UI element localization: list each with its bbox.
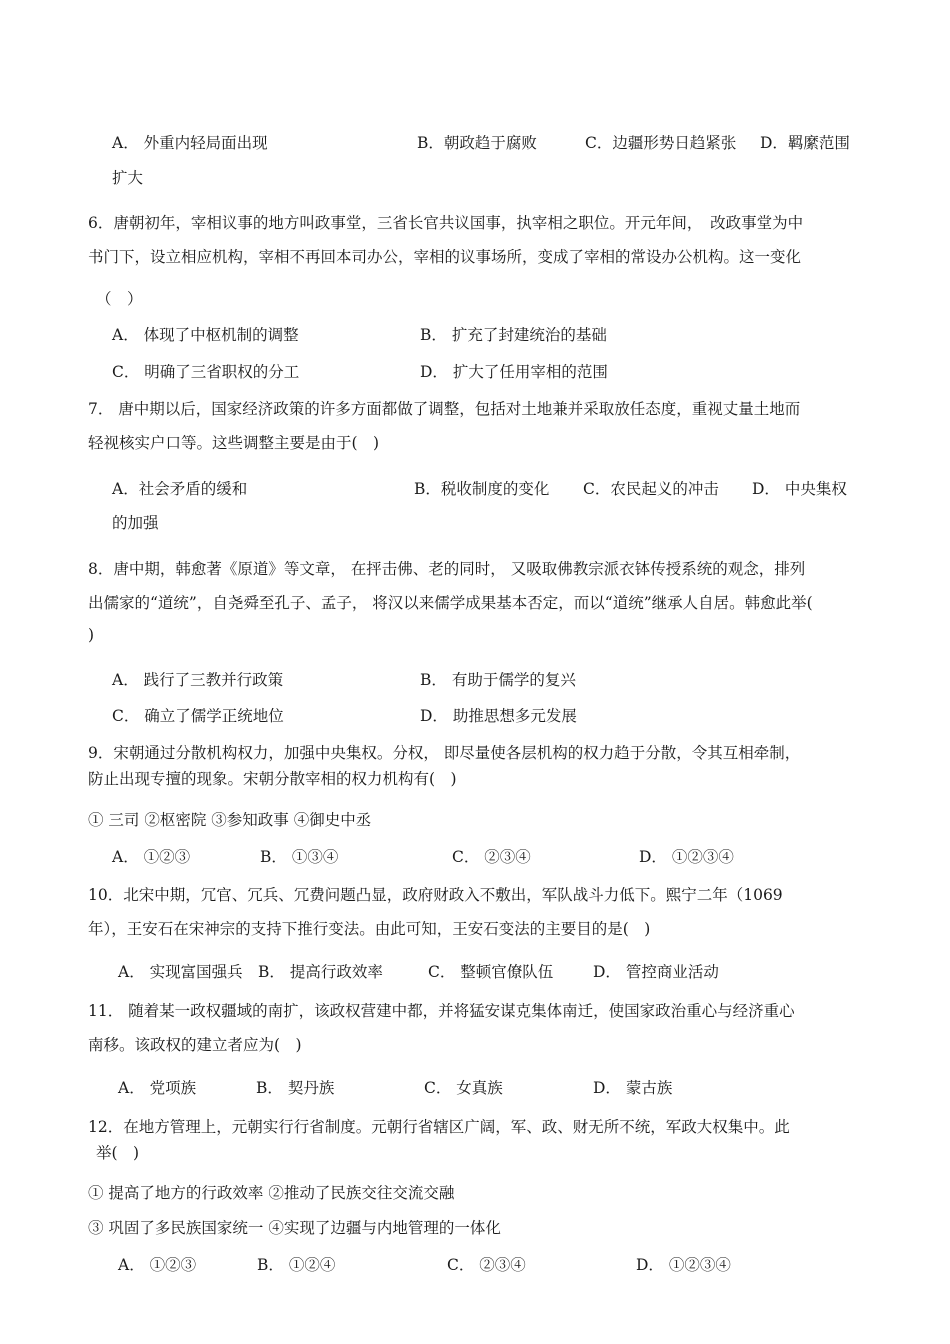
question-stem-line: 年），王安石在宋神宗的支持下推行变法。由此可知，王安石变法的主要目的是( )	[88, 920, 651, 938]
option-a: A． ①②③	[112, 848, 191, 866]
option-c: C．农民起义的冲击	[583, 480, 719, 498]
question-stem-line: 8．唐中期，韩愈著《原道》等文章， 在抨击佛、老的同时， 又吸取佛教宗派衣钵传授系统的观念，排列	[88, 560, 806, 578]
option-b: B．税收制度的变化	[414, 480, 550, 498]
option-d: D． ①②③④	[636, 1256, 731, 1274]
question-stem-line: 举( )	[96, 1144, 140, 1162]
option-d: D． 助推思想多元发展	[420, 707, 577, 725]
question-stem-line: 防止出现专擅的现象。宋朝分散宰相的权力机构有( )	[88, 770, 457, 788]
question-stem-line: 10．北宋中期，冗官、冗兵、冗费问题凸显，政府财政入不敷出，军队战斗力低下。熙宁二年（1069	[88, 886, 783, 904]
answer-bracket: )	[88, 626, 95, 644]
option-a: A． 践行了三教并行政策	[112, 671, 284, 689]
option-d: D． 中央集权	[752, 480, 847, 498]
option-d-continued: 扩大	[112, 169, 144, 187]
statement-list: ① 三司 ②枢密院 ③参知政事 ④御史中丞	[88, 811, 372, 829]
option-a: A．社会矛盾的缓和	[112, 480, 248, 498]
question-stem-line: 6．唐朝初年，宰相议事的地方叫政事堂，三省长官共议国事，执宰相之职位。开元年间， 改政事堂为中	[88, 214, 804, 232]
option-c: C． 整顿官僚队伍	[428, 963, 554, 981]
option-c: C． 明确了三省职权的分工	[112, 363, 300, 381]
option-a: A． 实现富国强兵	[118, 963, 243, 981]
option-b: B． ①②④	[257, 1256, 336, 1274]
option-b: B． 有助于儒学的复兴	[420, 671, 576, 689]
option-c: C． 女真族	[424, 1079, 503, 1097]
option-b: B． 提高行政效率	[258, 963, 383, 981]
statement-list: ③ 巩固了多民族国家统一 ④实现了边疆与内地管理的一体化	[88, 1219, 501, 1237]
question-stem-line: 11． 随着某一政权疆域的南扩，该政权营建中都，并将猛安谋克集体南迁，使国家政治重心与经济重心	[88, 1002, 795, 1020]
option-d: D． 扩大了任用宰相的范围	[420, 363, 608, 381]
option-a: A． 党项族	[118, 1079, 197, 1097]
question-stem-line: 出儒家的“道统”，自尧舜至孔子、孟子， 将汉以来儒学成果基本否定，而以“道统”继承人自居。韩愈此举(	[88, 594, 813, 612]
option-c: C． ②③④	[452, 848, 531, 866]
option-b: B． 契丹族	[256, 1079, 335, 1097]
question-stem-line: 7． 唐中期以后，国家经济政策的许多方面都做了调整，包括对土地兼并采取放任态度，重视丈量土地而	[88, 400, 801, 418]
question-stem-line: 9．宋朝通过分散机构权力，加强中央集权。分权， 即尽量使各层机构的权力趋于分散，令其互相牵制，	[88, 744, 801, 762]
option-c: C． 确立了儒学正统地位	[112, 707, 284, 725]
option-b: B． ①③④	[260, 848, 339, 866]
option-d: D． 管控商业活动	[593, 963, 719, 981]
question-stem-line: 12．在地方管理上，元朝实行行省制度。元朝行省辖区广阔，军、政、财无所不统，军政大权集中。此	[88, 1118, 790, 1136]
option-d: D．羁縻范围	[760, 134, 850, 152]
option-c: C． ②③④	[447, 1256, 526, 1274]
option-a: A． ①②③	[118, 1256, 197, 1274]
option-a: A． 体现了中枢机制的调整	[112, 326, 299, 344]
question-stem-line: 书门下，设立相应机构，宰相不再回本司办公，宰相的议事场所，变成了宰相的常设办公机构。这一变化	[88, 248, 802, 266]
option-d: D． 蒙古族	[593, 1079, 673, 1097]
option-d-continued: 的加强	[112, 514, 159, 532]
question-stem-line: 南移。该政权的建立者应为( )	[88, 1036, 302, 1054]
option-b: B．朝政趋于腐败	[417, 134, 537, 152]
option-a: A． 外重内轻局面出现	[112, 134, 268, 152]
option-d: D． ①②③④	[639, 848, 734, 866]
question-stem-line: 轻视核实户口等。这些调整主要是由于( )	[88, 434, 380, 452]
option-c: C．边疆形势日趋紧张	[585, 134, 737, 152]
option-b: B． 扩充了封建统治的基础	[420, 326, 607, 344]
statement-list: ① 提高了地方的行政效率 ②推动了民族交往交流交融	[88, 1184, 455, 1202]
answer-bracket: （ ）	[96, 290, 143, 308]
